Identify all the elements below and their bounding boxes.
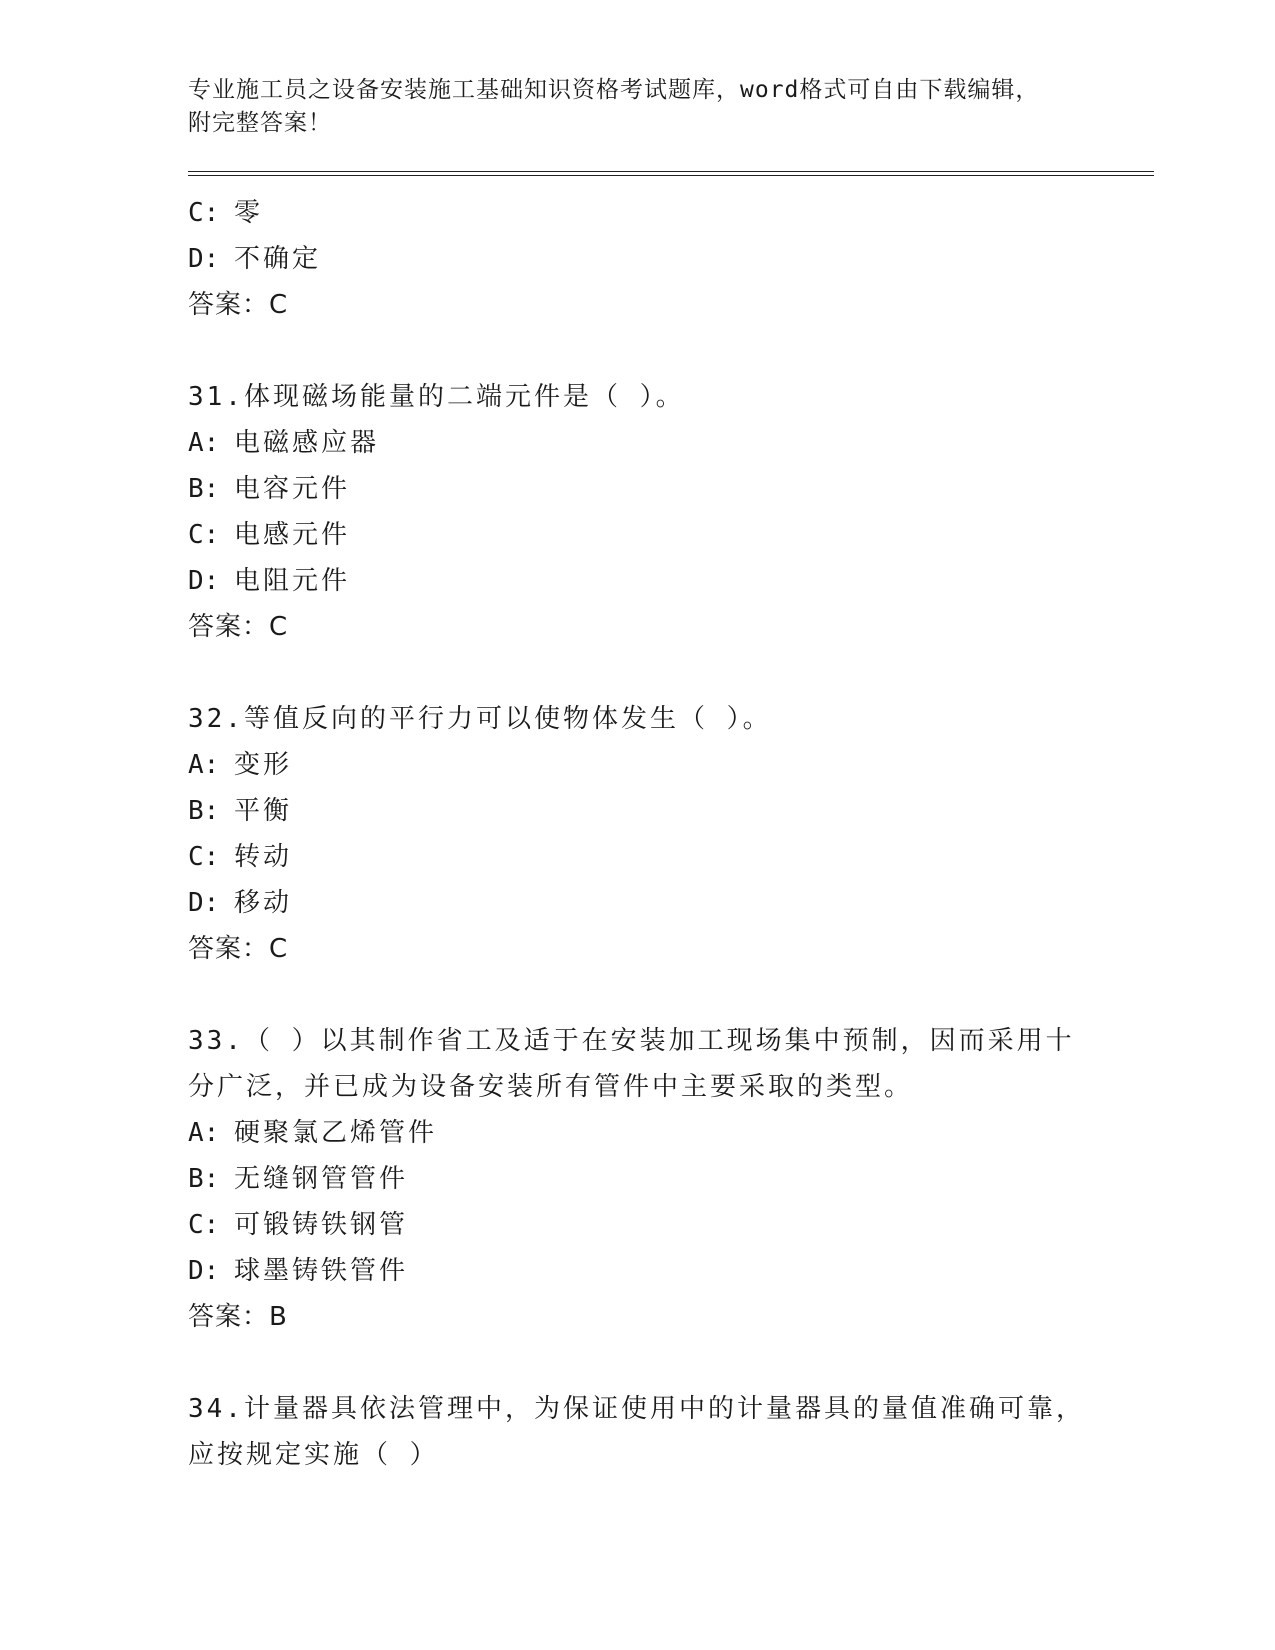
- option-text: 变形: [234, 750, 293, 780]
- previous-question-tail: [188, 190, 1148, 328]
- question-text-line-1: 33.（ ）以其制作省工及适于在安装加工现场集中预制，因而采用十: [188, 1026, 1075, 1056]
- option-key: C:: [188, 1210, 220, 1240]
- question-text-line-1: 34.计量器具依法管理中，为保证使用中的计量器具的量值准确可靠，: [188, 1394, 1085, 1424]
- option-a: [188, 1110, 1148, 1156]
- option-key: B:: [188, 474, 220, 504]
- answer: 答案：C: [188, 612, 289, 642]
- option-text: 平衡: [234, 796, 293, 826]
- option-key: D:: [188, 566, 220, 596]
- option-text: 硬聚氯乙烯管件: [234, 1118, 438, 1148]
- option-text: 移动: [234, 888, 293, 918]
- answer: 答案：B: [188, 1302, 288, 1332]
- option-key: B:: [188, 1164, 220, 1194]
- option-d: [188, 558, 1148, 604]
- header-rule-bottom: [188, 175, 1154, 176]
- option-text: 电感元件: [234, 520, 351, 550]
- question-34: [188, 1386, 1148, 1478]
- option-text: 电阻元件: [234, 566, 351, 596]
- option-key: C:: [188, 520, 220, 550]
- option-text: 不确定: [234, 244, 322, 274]
- option-c: [188, 512, 1148, 558]
- option-text: 可锻铸铁钢管: [234, 1210, 409, 1240]
- answer: 答案：C: [188, 934, 289, 964]
- option-key: B:: [188, 796, 220, 826]
- option-b: [188, 466, 1148, 512]
- option-text: 电容元件: [234, 474, 351, 504]
- option-d: [188, 1248, 1148, 1294]
- option-key: A:: [188, 1118, 220, 1148]
- option-text: 零: [234, 198, 264, 228]
- option-a: [188, 420, 1148, 466]
- option-b: [188, 1156, 1148, 1202]
- header-line-2: 附完整答案！: [188, 110, 332, 136]
- option-key: C:: [188, 198, 220, 228]
- question-31: [188, 374, 1148, 650]
- question-text-line-2: 应按规定实施（ ）: [188, 1440, 439, 1470]
- header-line-1: 专业施工员之设备安装施工基础知识资格考试题库，word格式可自由下载编辑，: [188, 77, 1040, 103]
- question-33: [188, 1018, 1148, 1340]
- option-c: [188, 1202, 1148, 1248]
- question-text: 32.等值反向的平行力可以使物体发生（ ）。: [188, 704, 772, 734]
- question-list: [188, 190, 1148, 1478]
- option-b: [188, 788, 1148, 834]
- option-c: [188, 834, 1148, 880]
- option-a: [188, 742, 1148, 788]
- option-text: 球墨铸铁管件: [234, 1256, 409, 1286]
- option-d: [188, 236, 1148, 282]
- option-text: 转动: [234, 842, 293, 872]
- option-key: D:: [188, 1256, 220, 1286]
- option-key: D:: [188, 888, 220, 918]
- option-text: 无缝钢管管件: [234, 1164, 409, 1194]
- question-text: 31.体现磁场能量的二端元件是（ ）。: [188, 382, 685, 412]
- option-c: [188, 190, 1148, 236]
- option-key: D:: [188, 244, 220, 274]
- option-d: [188, 880, 1148, 926]
- option-key: A:: [188, 750, 220, 780]
- option-key: A:: [188, 428, 220, 458]
- option-key: C:: [188, 842, 220, 872]
- answer: 答案：C: [188, 290, 289, 320]
- question-32: [188, 696, 1148, 972]
- page-header: [188, 74, 1068, 140]
- header-rule-top: [188, 171, 1154, 172]
- question-text-line-2: 分广泛，并已成为设备安装所有管件中主要采取的类型。: [188, 1072, 914, 1102]
- option-text: 电磁感应器: [234, 428, 380, 458]
